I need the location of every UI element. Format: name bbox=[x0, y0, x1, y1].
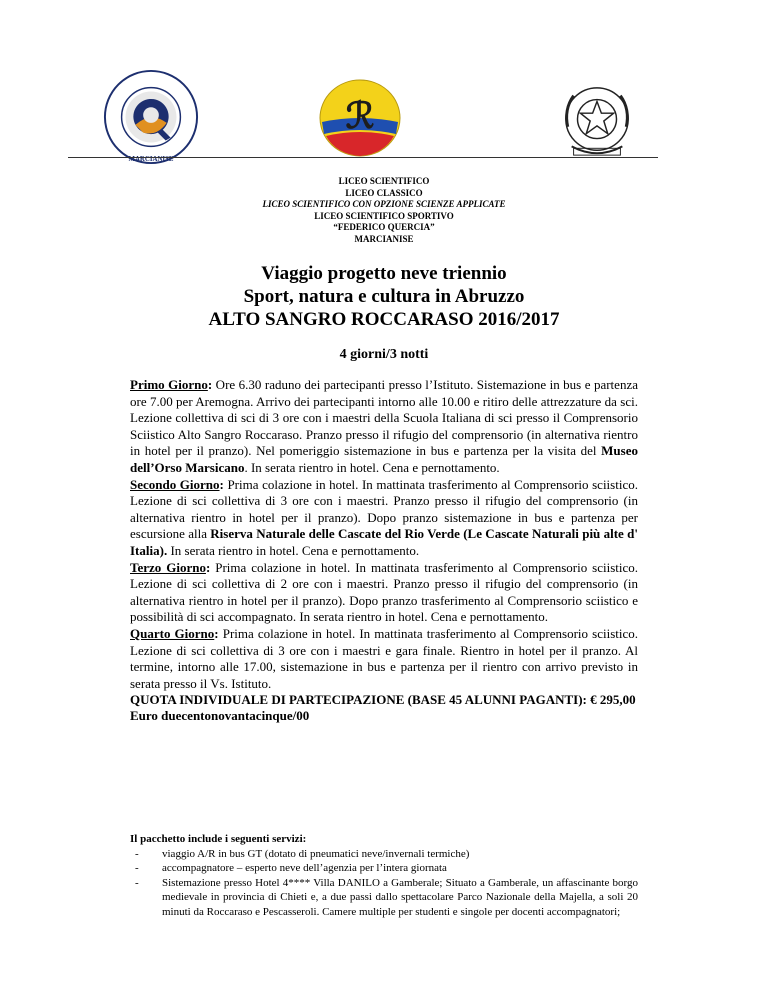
title-line: Viaggio progetto neve triennio bbox=[261, 263, 507, 284]
list-item bbox=[130, 861, 638, 876]
school-line: LICEO CLASSICO bbox=[345, 187, 423, 198]
document-title bbox=[0, 262, 768, 331]
school-seal-logo bbox=[102, 68, 200, 166]
school-line: “FEDERICO QUERCIA” bbox=[333, 222, 435, 232]
list-item-text: viaggio A/R in bus GT (dotato di pneumatici neve/invernali termiche) bbox=[162, 847, 470, 860]
republic-emblem-logo bbox=[558, 80, 636, 162]
dash-bullet-icon: - bbox=[135, 847, 139, 860]
included-services bbox=[130, 832, 638, 920]
day-text: Prima colazione in hotel. In mattinata trasferimento al Comprensorio sciistico. Lezione di sci collettiva di 3 ore con i maestri e gara finale. Rientro in hotel per il pranzo. Al termine, intorno alle 17.00, sistemazione in bus e partenza per il rientro con arrivo previsto in serata presso il Vs. Istituto. bbox=[130, 625, 638, 691]
day-label: Secondo Giorno bbox=[130, 476, 220, 492]
school-line: MARCIANISE bbox=[354, 233, 414, 244]
trip-duration: 4 giorni/3 notti bbox=[339, 347, 429, 362]
school-line: LICEO SCIENTIFICO SPORTIVO bbox=[314, 210, 454, 221]
day-text: Prima colazione in hotel. In mattinata trasferimento al Comprensorio sciistico. Lezione di sci collettiva di 2 ore con i maestri. Pranzo presso il rifugio del comprensorio (in alternativa rientro in hotel per il pranzo). Dopo pranzo trasferimento al Comprensorio sciistico e possibilità di sci accompagnato. In serata rientro in hotel. Cena e pernottamento. bbox=[130, 559, 638, 625]
day-text: Prima colazione in hotel. In mattinata trasferimento al Comprensorio sciistico. Lezione di sci collettiva di 3 ore con i maestri. Pranzo presso il rifugio del comprensorio (in alternativa rientro in hotel per il pranzo). Dopo pranzo sistemazione in bus e partenza per escursione alla bbox=[130, 476, 638, 542]
school-line: LICEO SCIENTIFICO CON OPZIONE SCIENZE APPLICATE bbox=[262, 199, 506, 209]
day-paragraph: Terzo Giorno: Prima colazione in hotel. In mattinata trasferimento al Comprensorio sciistico. Lezione di sci collettiva di 2 ore con i maestri. Pranzo presso il rifugio del comprensorio (in alternativa rientro in hotel per il pranzo). Dopo pranzo trasferimento al Comprensorio sciistico e possibilità di sci accompagnato. In serata rientro in hotel. Cena e pernottamento. bbox=[130, 559, 638, 625]
header-divider bbox=[68, 157, 658, 158]
day-label: Terzo Giorno bbox=[130, 559, 206, 575]
dash-bullet-icon: - bbox=[135, 862, 139, 875]
title-line: Sport, natura e cultura in Abruzzo bbox=[243, 286, 525, 307]
day-paragraph: Secondo Giorno: Prima colazione in hotel. In mattinata trasferimento al Comprensorio sciistico. Lezione di sci collettiva di 3 ore con i maestri. Pranzo presso il rifugio del comprensorio (in alternativa rientro in hotel per il pranzo). Dopo pranzo sistemazione in bus e partenza per escursione alla Riserva Naturale delle Cascate del Rio Verde (Le Cascate Naturali più alte d' Italia). In serata rientro in hotel. Cena e pernottamento. bbox=[130, 476, 638, 558]
day-text: Ore 6.30 raduno dei partecipanti presso l’Istituto. Sistemazione in bus e partenza ore 7.00 per Aremogna. Arrivo dei partecipanti intorno alle 10.00 e ritiro delle attrezzature da sci. Lezione collettiva di sci di 3 ore con i maestri della Scuola Italiana di sci presso il Comprensorio Sciistico Alto Sangro Roccaraso. Pranzo presso il rifugio del comprensorio (in alternativa rientro in hotel per il pranzo). Nel pomeriggio sistemazione in bus e partenza per la visita del bbox=[130, 377, 638, 459]
school-name-block bbox=[0, 176, 768, 245]
school-line: LICEO SCIENTIFICO bbox=[338, 176, 430, 186]
day-label: Primo Giorno bbox=[130, 377, 208, 392]
svg-text:ℛ: ℛ bbox=[345, 96, 375, 136]
list-item bbox=[130, 847, 638, 862]
list-item bbox=[130, 876, 638, 920]
day-paragraph: Quarto Giorno: Prima colazione in hotel. In mattinata trasferimento al Comprensorio sciistico. Lezione di sci collettiva di 3 ore con i maestri e gara finale. Rientro in hotel per il pranzo. Al termine, intorno alle 17.00, sistemazione in bus e partenza per il rientro con arrivo previsto in serata presso il Vs. Istituto. bbox=[130, 625, 638, 691]
dash-bullet-icon: - bbox=[135, 876, 139, 889]
list-item-text: Sistemazione presso Hotel 4**** Villa DANILO a Gamberale; Situato a Gamberale, un affascinante borgo medievale in provincia di Chieti e, a due passi dallo spettacolare Parco Nazionale della Majella, a soli 20 minuti da Roccaraso e Pescasseroli. Camere multiple per studenti e singole per docenti accompagnatori; bbox=[162, 876, 638, 918]
price-block bbox=[130, 692, 650, 724]
day-text: . In serata rientro in hotel. Cena e pernottamento. bbox=[244, 459, 500, 475]
day-highlight: Riserva Naturale delle Cascate del Rio Verde (Le Cascate Naturali più alte d' Italia). bbox=[130, 526, 638, 558]
list-item-text: accompagnatore – esperto neve dell’agenzia per l’intera giornata bbox=[162, 862, 447, 875]
included-services-list bbox=[130, 847, 638, 920]
center-emblem-logo bbox=[318, 78, 402, 158]
price-in-words: Euro duecentonovantacinque/00 bbox=[130, 708, 310, 723]
price-line: QUOTA INDIVIDUALE DI PARTECIPAZIONE (BASE 45 ALUNNI PAGANTI): € 295,00 bbox=[130, 692, 636, 707]
day-program bbox=[130, 377, 638, 692]
svg-text:MARCIANISE: MARCIANISE bbox=[128, 156, 174, 164]
day-highlight: Museo dell’Orso Marsicano bbox=[130, 443, 638, 475]
day-paragraph: Primo Giorno: Ore 6.30 raduno dei partecipanti presso l’Istituto. Sistemazione in bus e partenza ore 7.00 per Aremogna. Arrivo dei partecipanti intorno alle 10.00 e ritiro delle attrezzature da sci. Lezione collettiva di sci di 3 ore con i maestri della Scuola Italiana di sci presso il Comprensorio Sciistico Alto Sangro Roccaraso. Pranzo presso il rifugio del comprensorio (in alternativa rientro in hotel per il pranzo). Nel pomeriggio sistemazione in bus e partenza per la visita del Museo dell’Orso Marsicano. In serata rientro in hotel. Cena e pernottamento. bbox=[130, 377, 638, 475]
day-text: In serata rientro in hotel. Cena e pernottamento. bbox=[167, 542, 420, 558]
title-line: ALTO SANGRO ROCCARASO 2016/2017 bbox=[208, 309, 560, 330]
header-logos bbox=[100, 58, 660, 168]
day-label: Quarto Giorno bbox=[130, 625, 215, 641]
included-services-heading: Il pacchetto include i seguenti servizi: bbox=[130, 833, 307, 845]
